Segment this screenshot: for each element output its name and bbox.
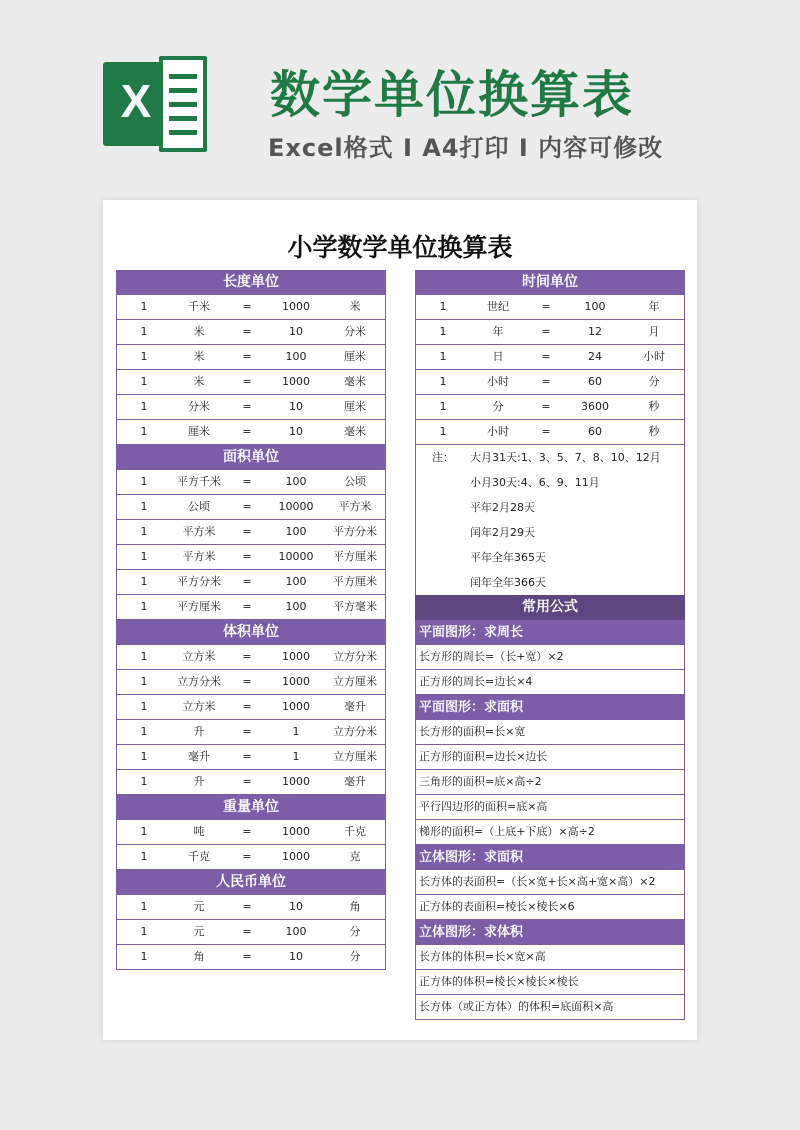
table-cell: 1: [140, 900, 148, 913]
table-row: [415, 395, 685, 420]
table-cell: 分: [492, 400, 504, 413]
table-cell: 吨: [193, 825, 205, 838]
table-cell: 平方毫米: [333, 600, 377, 613]
section-header: 长度单位: [116, 270, 386, 295]
formulas-header: 常用公式: [415, 595, 685, 620]
note-text: 闰年全年366天: [470, 576, 546, 589]
table-cell: 平方分米: [333, 525, 377, 538]
banner-title: 数学单位换算表: [270, 66, 634, 124]
table-cell: 100: [285, 925, 307, 938]
table-row: [116, 470, 386, 495]
table-cell: 1000: [282, 675, 310, 688]
formula-row: 长方体（或正方体）的体积=底面积×高: [415, 995, 685, 1020]
table-cell: 1000: [282, 700, 310, 713]
table-cell: =: [242, 650, 252, 663]
table-cell: 厘米: [344, 350, 366, 363]
table-cell: 1: [140, 575, 148, 588]
table-row: [116, 295, 386, 320]
table-cell: 1: [140, 500, 148, 513]
table-cell: 1: [140, 550, 148, 563]
note-label: [416, 545, 470, 570]
table-cell: 立方米: [182, 700, 216, 713]
table-cell: =: [541, 425, 551, 438]
note-text: 小月30天:4、6、9、11月: [470, 476, 600, 489]
table-row: [116, 670, 386, 695]
table-row: [116, 945, 386, 970]
table-cell: 100: [285, 575, 307, 588]
section-header: 重量单位: [116, 795, 386, 820]
table-cell: 毫升: [344, 775, 366, 788]
table-cell: 1: [140, 825, 148, 838]
table-cell: 1: [140, 425, 148, 438]
table-cell: 月: [648, 325, 660, 338]
banner-subtitle: Excel格式 I A4打印 I 内容可修改: [268, 134, 664, 162]
formula-row: 长方形的面积=长×宽: [415, 720, 685, 745]
note-line: [416, 445, 684, 470]
table-cell: =: [242, 525, 252, 538]
excel-logo-icon: [103, 56, 207, 152]
table-cell: 1: [140, 325, 148, 338]
table-cell: 10: [289, 900, 303, 913]
table-cell: =: [242, 850, 252, 863]
table-cell: 1: [439, 375, 447, 388]
table-row: [116, 570, 386, 595]
notes-block: [415, 445, 685, 595]
table-cell: 米: [193, 325, 205, 338]
table-row: [116, 820, 386, 845]
table-cell: 毫升: [344, 700, 366, 713]
table-cell: 平方分米: [177, 575, 221, 588]
formula-row: 三角形的面积=底×高÷2: [415, 770, 685, 795]
table-cell: 3600: [581, 400, 609, 413]
table-cell: 分米: [344, 325, 366, 338]
table-cell: 10000: [278, 550, 314, 563]
table-cell: 角: [193, 950, 205, 963]
note-text: 大月31天:1、3、5、7、8、10、12月: [470, 451, 661, 464]
table-row: [415, 295, 685, 320]
table-cell: 分: [648, 375, 660, 388]
table-row: [116, 895, 386, 920]
table-cell: 100: [285, 525, 307, 538]
table-cell: 1: [140, 925, 148, 938]
table-cell: 1: [140, 650, 148, 663]
table-cell: 100: [285, 600, 307, 613]
table-cell: 平方厘米: [177, 600, 221, 613]
table-cell: 1000: [282, 375, 310, 388]
formula-row: 长方体的体积=长×宽×高: [415, 945, 685, 970]
formula-row: 长方形的周长=（长+宽）×2: [415, 645, 685, 670]
table-cell: 厘米: [344, 400, 366, 413]
table-cell: 12: [588, 325, 602, 338]
table-row: [116, 420, 386, 445]
table-cell: =: [541, 375, 551, 388]
formula-row: 梯形的面积=（上底+下底）×高÷2: [415, 820, 685, 845]
note-text: 闰年2月29天: [470, 526, 535, 539]
table-row: [116, 695, 386, 720]
table-cell: 米: [193, 375, 205, 388]
table-cell: 小时: [643, 350, 665, 363]
table-cell: 立方分米: [333, 725, 377, 738]
table-cell: 10: [289, 400, 303, 413]
table-row: [415, 320, 685, 345]
table-cell: 秒: [648, 425, 660, 438]
table-cell: 世纪: [487, 300, 509, 313]
table-cell: =: [242, 675, 252, 688]
table-cell: 1: [140, 775, 148, 788]
table-cell: 1: [439, 425, 447, 438]
table-cell: =: [541, 325, 551, 338]
banner: [0, 0, 800, 200]
table-cell: 1: [439, 400, 447, 413]
formula-group-header: 立体图形：求面积: [415, 845, 685, 870]
table-cell: 元: [193, 925, 205, 938]
table-cell: 立方米: [182, 650, 216, 663]
table-row: [116, 320, 386, 345]
table-cell: =: [242, 325, 252, 338]
table-cell: 1: [140, 850, 148, 863]
table-cell: 日: [492, 350, 504, 363]
table-cell: =: [242, 375, 252, 388]
table-cell: 千米: [188, 300, 210, 313]
formula-row: 正方形的面积=边长×边长: [415, 745, 685, 770]
table-cell: =: [541, 300, 551, 313]
table-cell: 毫米: [344, 425, 366, 438]
table-cell: =: [242, 725, 252, 738]
formula-row: 正方体的表面积=棱长×棱长×6: [415, 895, 685, 920]
table-cell: 平方千米: [177, 475, 221, 488]
table-cell: 米: [349, 300, 361, 313]
table-cell: 平方米: [182, 525, 216, 538]
table-cell: 小时: [487, 375, 509, 388]
table-row: [116, 520, 386, 545]
table-cell: 千克: [344, 825, 366, 838]
table-cell: =: [242, 425, 252, 438]
table-cell: 1: [140, 350, 148, 363]
note-line: [416, 570, 684, 595]
table-cell: 60: [588, 425, 602, 438]
table-cell: =: [242, 950, 252, 963]
table-row: [116, 495, 386, 520]
table-row: [116, 720, 386, 745]
table-cell: 平方厘米: [333, 575, 377, 588]
table-cell: 100: [285, 350, 307, 363]
table-cell: 毫升: [188, 750, 210, 763]
section-header: 人民币单位: [116, 870, 386, 895]
document-page: [103, 200, 697, 1040]
formula-row: 长方体的表面积=（长×宽+长×高+宽×高）×2: [415, 870, 685, 895]
table-cell: 1: [140, 950, 148, 963]
formula-row: 正方体的体积=棱长×棱长×棱长: [415, 970, 685, 995]
table-cell: 升: [193, 775, 205, 788]
table-row: [116, 645, 386, 670]
table-cell: 分: [349, 925, 361, 938]
table-cell: 24: [588, 350, 602, 363]
table-cell: 分米: [188, 400, 210, 413]
table-cell: 10: [289, 425, 303, 438]
table-cell: =: [242, 825, 252, 838]
table-cell: 公顷: [188, 500, 210, 513]
table-cell: 元: [193, 900, 205, 913]
table-cell: 100: [584, 300, 606, 313]
table-cell: =: [541, 400, 551, 413]
table-cell: 10: [289, 950, 303, 963]
formula-group-header: 立体图形：求体积: [415, 920, 685, 945]
formula-group-header: 平面图形：求面积: [415, 695, 685, 720]
table-cell: =: [242, 475, 252, 488]
table-row: [415, 420, 685, 445]
note-line: [416, 470, 684, 495]
table-cell: 1: [439, 350, 447, 363]
table-row: [116, 920, 386, 945]
table-cell: 平方米: [182, 550, 216, 563]
table-cell: =: [242, 575, 252, 588]
table-cell: 1: [140, 525, 148, 538]
table-cell: =: [242, 900, 252, 913]
left-column: [116, 270, 386, 970]
formula-group-header: 平面图形：求周长: [415, 620, 685, 645]
note-label: [416, 470, 470, 495]
section-header: 面积单位: [116, 445, 386, 470]
table-cell: 1000: [282, 775, 310, 788]
table-cell: 10000: [278, 500, 314, 513]
table-cell: =: [242, 775, 252, 788]
table-cell: 平方米: [338, 500, 372, 513]
table-cell: 千克: [188, 850, 210, 863]
document-title: 小学数学单位换算表: [287, 233, 513, 262]
table-cell: 毫米: [344, 375, 366, 388]
table-cell: 1000: [282, 850, 310, 863]
note-text: 平年2月28天: [470, 501, 535, 514]
table-cell: 秒: [648, 400, 660, 413]
table-cell: 分: [349, 950, 361, 963]
table-cell: 年: [492, 325, 504, 338]
table-cell: 1: [292, 750, 300, 763]
table-cell: 平方厘米: [333, 550, 377, 563]
table-cell: 100: [285, 475, 307, 488]
table-row: [116, 370, 386, 395]
table-cell: 1: [140, 725, 148, 738]
formula-row: 正方形的周长=边长×4: [415, 670, 685, 695]
table-cell: =: [242, 300, 252, 313]
table-cell: 克: [349, 850, 361, 863]
table-row: [116, 345, 386, 370]
table-cell: 立方厘米: [333, 675, 377, 688]
table-cell: 1: [439, 325, 447, 338]
table-cell: =: [242, 550, 252, 563]
table-cell: 公顷: [344, 475, 366, 488]
note-line: [416, 545, 684, 570]
table-row: [116, 770, 386, 795]
table-cell: 1000: [282, 650, 310, 663]
table-cell: 1: [140, 400, 148, 413]
table-cell: 小时: [487, 425, 509, 438]
table-cell: 立方分米: [177, 675, 221, 688]
table-cell: 角: [349, 900, 361, 913]
note-label: [416, 570, 470, 595]
note-label: 注：: [432, 451, 454, 464]
table-cell: =: [242, 700, 252, 713]
table-cell: 1: [140, 750, 148, 763]
table-cell: =: [242, 350, 252, 363]
table-cell: 1: [140, 375, 148, 388]
table-cell: =: [242, 925, 252, 938]
table-row: [116, 845, 386, 870]
logo-letter: X: [120, 75, 152, 127]
table-cell: 1: [140, 600, 148, 613]
table-cell: =: [242, 400, 252, 413]
note-label: [416, 495, 470, 520]
table-cell: =: [541, 350, 551, 363]
section-header: 时间单位: [415, 270, 685, 295]
right-column: [415, 270, 685, 1020]
table-cell: 1000: [282, 825, 310, 838]
table-row: [116, 545, 386, 570]
table-cell: 1: [439, 300, 447, 313]
table-cell: =: [242, 750, 252, 763]
table-cell: 立方厘米: [333, 750, 377, 763]
table-cell: 60: [588, 375, 602, 388]
table-cell: 升: [193, 725, 205, 738]
note-line: [416, 495, 684, 520]
table-row: [116, 395, 386, 420]
table-cell: 1: [140, 475, 148, 488]
note-label: [416, 520, 470, 545]
table-cell: 1: [140, 675, 148, 688]
table-cell: =: [242, 500, 252, 513]
table-row: [116, 595, 386, 620]
table-cell: 1: [140, 700, 148, 713]
table-row: [415, 345, 685, 370]
table-cell: 10: [289, 325, 303, 338]
note-line: [416, 520, 684, 545]
table-row: [415, 370, 685, 395]
formula-row: 平行四边形的面积=底×高: [415, 795, 685, 820]
table-cell: =: [242, 600, 252, 613]
section-header: 体积单位: [116, 620, 386, 645]
table-cell: 1: [140, 300, 148, 313]
table-cell: 立方分米: [333, 650, 377, 663]
table-cell: 1: [292, 725, 300, 738]
table-cell: 年: [648, 300, 660, 313]
table-cell: 厘米: [188, 425, 210, 438]
note-text: 平年全年365天: [470, 551, 546, 564]
table-cell: 1000: [282, 300, 310, 313]
table-row: [116, 745, 386, 770]
table-cell: 米: [193, 350, 205, 363]
